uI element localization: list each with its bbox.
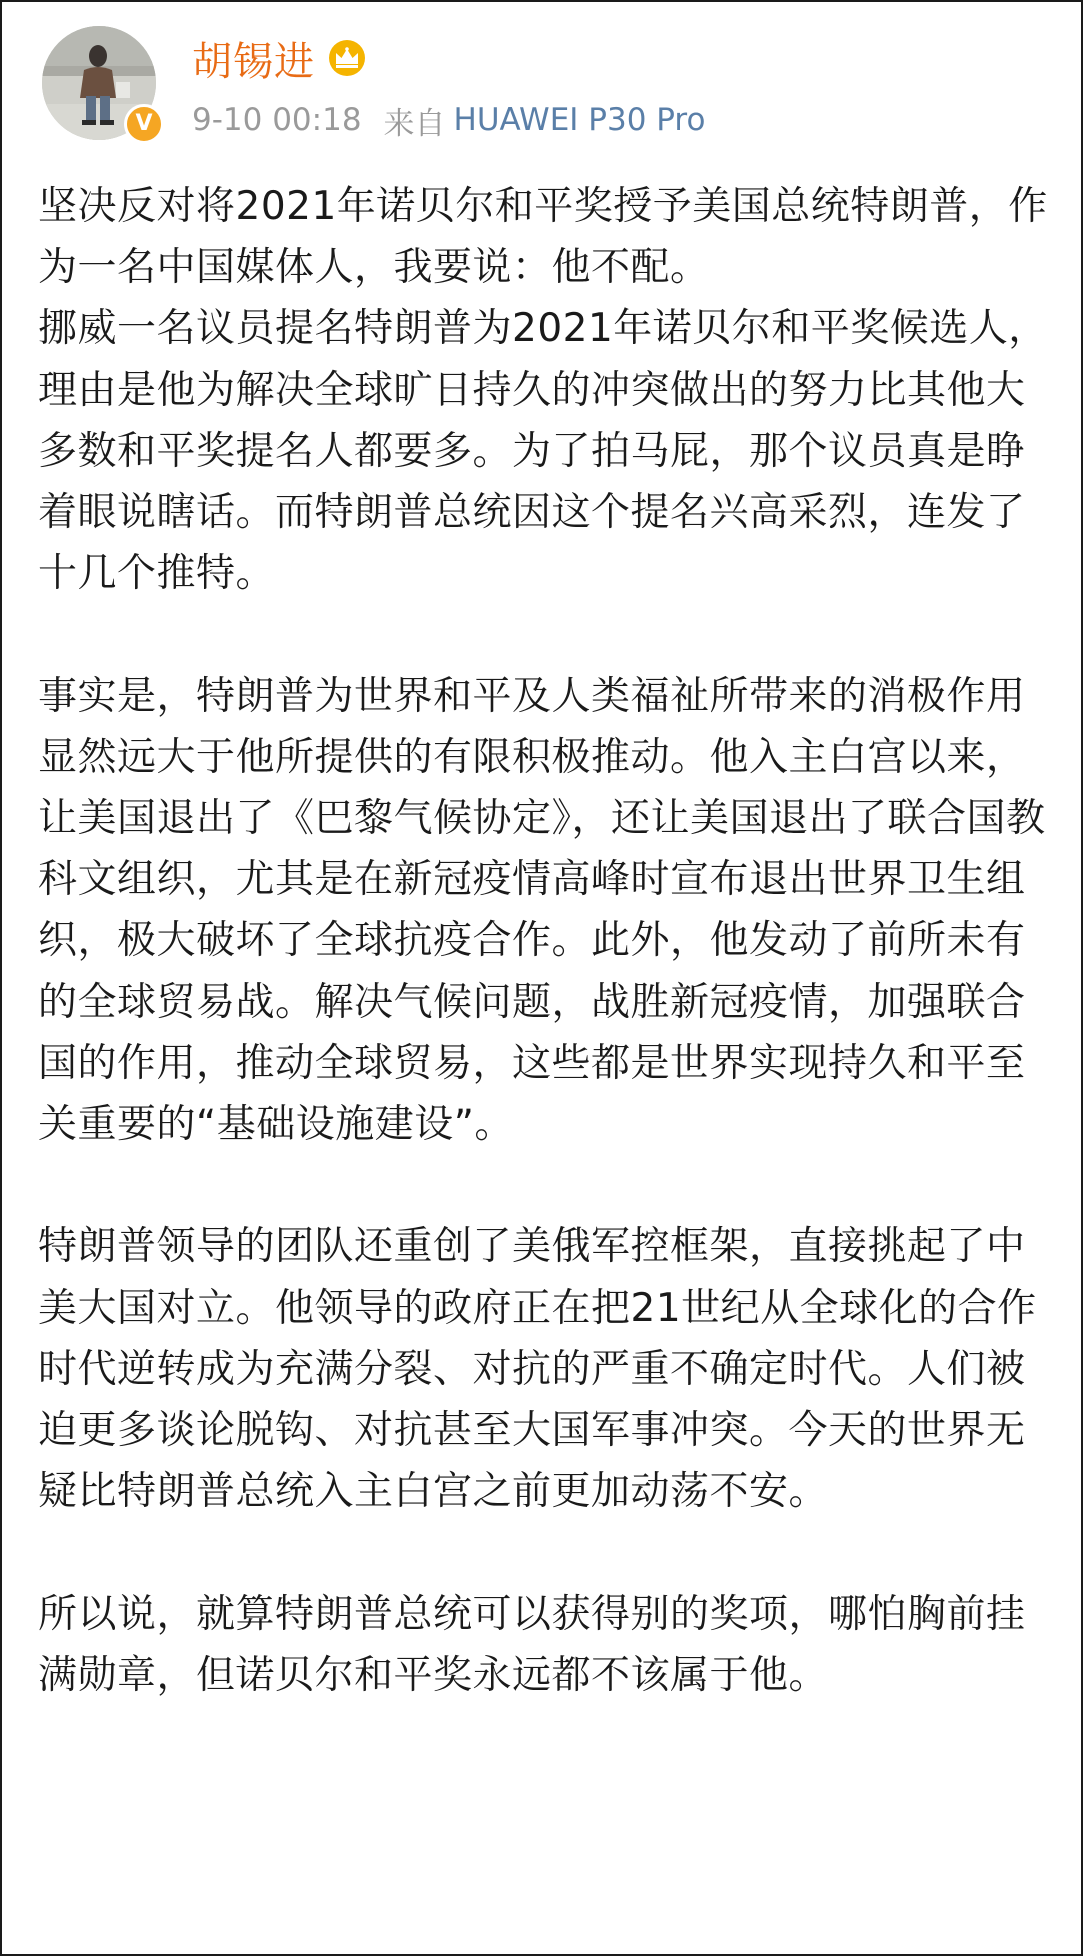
verified-badge-icon: [124, 104, 164, 144]
crown-icon[interactable]: [325, 38, 369, 78]
post-body: [38, 176, 1048, 1706]
post-time: 9-10 00:18: [192, 102, 362, 138]
verified-badge-letter: V: [135, 111, 153, 136]
post-meta: [192, 98, 705, 142]
username[interactable]: 胡锡进: [192, 38, 315, 85]
username-row: [192, 28, 369, 88]
post-paragraph: 所以说，就算特朗普总统可以获得别的奖项，哪怕胸前挂满勋章，但诺贝尔和平奖永远都不该属于他。: [38, 1591, 1026, 1698]
source-device-link[interactable]: HUAWEI P30 Pro: [453, 102, 706, 138]
post-paragraph: 挪威一名议员提名特朗普为2021年诺贝尔和平奖候选人，理由是他为解决全球旷日持久的冲突做出的努力比其他大多数和平奖提名人都要多。为了拍马屁，那个议员真是睁着眼说瞎话。而特朗普总统因这个提名兴高采烈，连发了十几个推特。: [38, 306, 1048, 597]
post-paragraph: 坚决反对将2021年诺贝尔和平奖授予美国总统特朗普，作为一名中国媒体人，我要说：他不配。: [38, 184, 1048, 291]
post-paragraph: 特朗普领导的团队还重创了美俄军控框架，直接挑起了中美大国对立。他领导的政府正在把21世纪从全球化的合作时代逆转成为充满分裂、对抗的严重不确定时代。人们被迫更多谈论脱钩、对抗甚至大国军事冲突。今天的世界无疑比特朗普总统入主白宫之前更加动荡不安。: [38, 1224, 1037, 1515]
post-paragraph: 事实是，特朗普为世界和平及人类福祉所带来的消极作用显然远大于他所提供的有限积极推动。他入主白宫以来，让美国退出了《巴黎气候协定》，还让美国退出了联合国教科文组织，尤其是在新冠疫情高峰时宣布退出世界卫生组织，极大破坏了全球抗疫合作。此外，他发动了前所未有的全球贸易战。解决气候问题，战胜新冠疫情，加强联合国的作用，推动全球贸易，这些都是世界实现持久和平至关重要的“基础设施建设”。: [38, 673, 1046, 1148]
source-label: 来自: [383, 105, 446, 142]
post-header: [42, 26, 1042, 146]
